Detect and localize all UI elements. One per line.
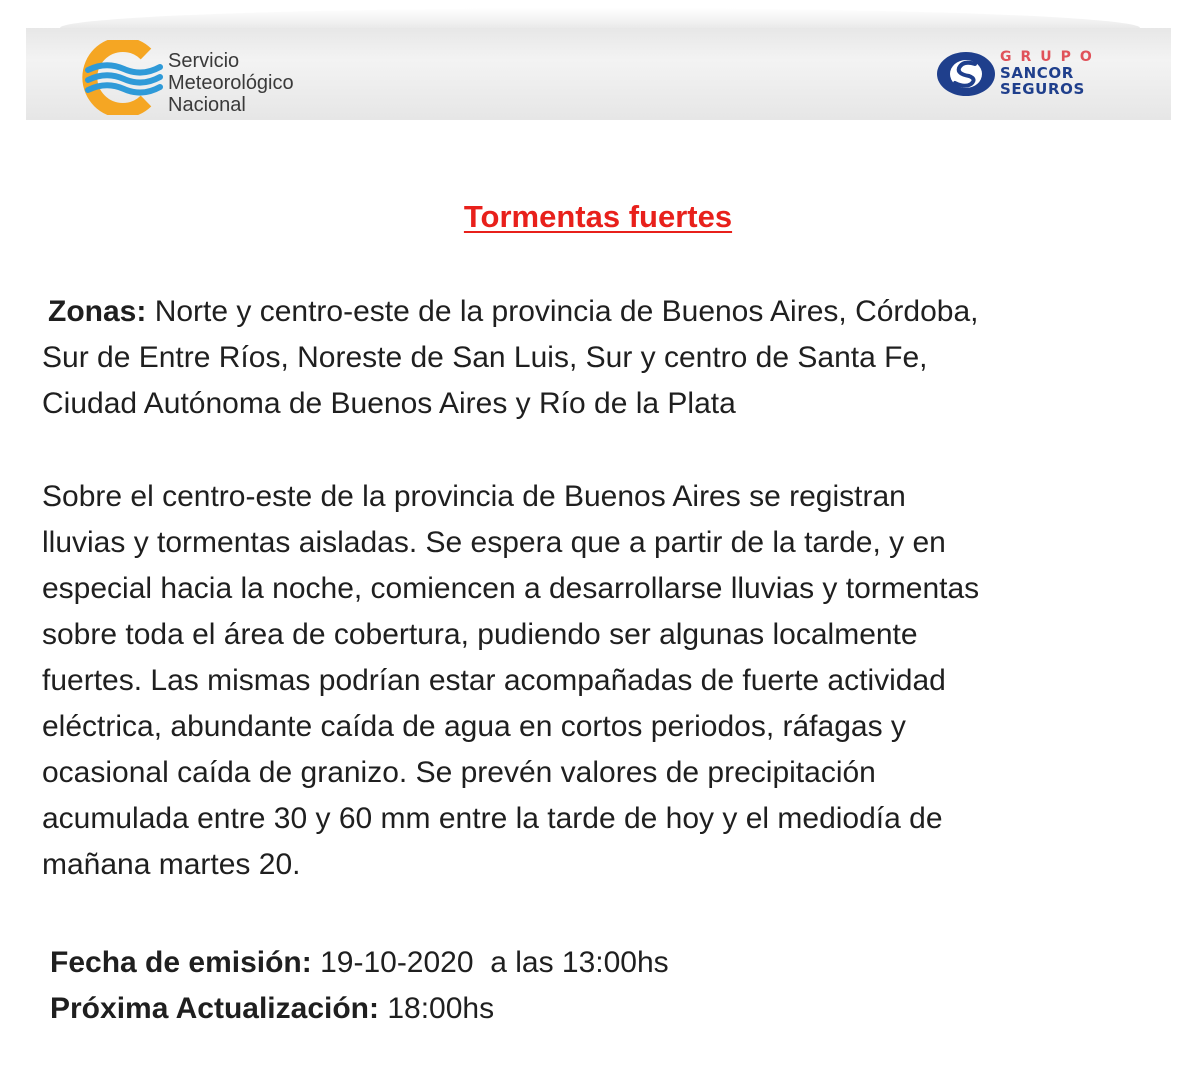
forecast-line: fuertes. Las mismas podrían estar acompañadas de fuerte actividad (42, 664, 946, 697)
sancor-logo-line: SANCOR (1000, 64, 1074, 82)
zonas-line (42, 289, 978, 335)
forecast-line: eléctrica, abundante caída de agua en cortos periodos, ráfagas y (42, 710, 906, 743)
issue-date-value: 19-10-2020 a las 13:00hs (311, 946, 669, 979)
zonas-line: Ciudad Autónoma de Buenos Aires y Río de la Plata (42, 387, 736, 420)
alert-title: Tormentas fuertes (463, 199, 733, 234)
forecast-line: mañana martes 20. (42, 848, 301, 881)
forecast-line: especial hacia la noche, comiencen a desarrollarse lluvias y tormentas (42, 572, 980, 605)
header-shadow (60, 8, 1140, 28)
forecast-line: lluvias y tormentas aisladas. Se espera que a partir de la tarde, y en (42, 526, 946, 559)
forecast-paragraph (42, 474, 979, 888)
sancor-logo-line: SEGUROS (1000, 80, 1085, 98)
issue-info (50, 940, 669, 1032)
forecast-line: acumulada entre 30 y 60 mm entre la tarde de hoy y el mediodía de (42, 802, 943, 835)
forecast-line: sobre toda el área de cobertura, pudiendo ser algunas localmente (42, 618, 918, 651)
zonas-line: Sur de Entre Ríos, Noreste de San Luis, Sur y centro de Santa Fe, (42, 341, 928, 374)
smn-logo-line: Nacional (168, 94, 246, 116)
smn-logo-line: Meteorológico (168, 72, 294, 94)
forecast-line: ocasional caída de granizo. Se prevén valores de precipitación (42, 756, 876, 789)
zonas-label: Zonas: (48, 295, 147, 328)
issue-date-label: Fecha de emisión: (50, 946, 312, 979)
sancor-logo-icon (935, 50, 997, 98)
zonas-section (42, 289, 978, 427)
sancor-logo-line: GRUPO (1000, 49, 1101, 65)
forecast-line: Sobre el centro-este de la provincia de Buenos Aires se registran (42, 480, 906, 513)
smn-logo-text (168, 50, 294, 116)
next-update-label: Próxima Actualización: (50, 992, 379, 1025)
zonas-text: Norte y centro-este de la provincia de Buenos Aires, Córdoba, (146, 295, 979, 328)
issue-date-row (50, 940, 669, 986)
next-update-row (50, 986, 669, 1032)
next-update-value: 18:00hs (378, 992, 495, 1025)
smn-logo-line: Servicio (168, 50, 240, 72)
smn-logo-icon (68, 40, 163, 115)
sancor-logo-text (1000, 50, 1108, 97)
